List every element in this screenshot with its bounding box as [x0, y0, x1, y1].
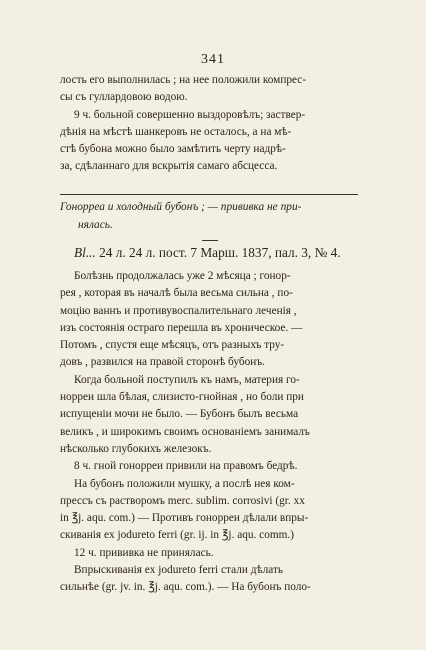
text-line: 12 ч. прививка не принялась. — [74, 546, 214, 559]
text-line: лость его выполнилась ; на нее положили компрес- — [60, 74, 307, 86]
case-heading-line: Гонорреа и холодный бубонъ ; — прививка не при- — [60, 201, 302, 213]
page-number: 341 — [201, 52, 225, 67]
text-line: сы съ гуллардовою водою. — [60, 91, 188, 104]
text-line: великъ , и широкимъ своимъ основаніемъ занималъ — [60, 425, 310, 438]
text-line: за, сдѣланнаго для вскрытія самаго абсцесса. — [60, 160, 278, 173]
patient-record-details: 24 л. 24 л. пост. 7 Марш. 1837, пал. 3, № 4. — [95, 245, 341, 260]
text-line: скиванія ex jodureto ferri (gr. ij. in ℥j. aqu. comm.) — [60, 529, 295, 542]
text-line: прессъ съ растворомъ merc. sublim. corrosivi (gr. xx — [60, 494, 305, 507]
paragraph-block-main — [60, 268, 360, 597]
text-line: сильнѣе (gr. jv. in. ℥j. aqu. com.). — На бубонъ поло- — [60, 581, 311, 594]
text-line: моцію ваннъ и противувоспалительнаго леченія , — [60, 304, 297, 317]
text-line: испущеніи мочи не было. — Бубонъ былъ весьма — [60, 408, 299, 421]
short-divider-line — [202, 240, 218, 241]
text-line: нѣсколько глубокихъ железокъ. — [60, 442, 212, 455]
text-line: Впрыскиванія ex jodureto ferri стали дѣлать — [74, 564, 284, 577]
patient-record-line — [74, 244, 364, 262]
text-line: рея , которая въ началѣ была весьма сильна , по- — [60, 287, 293, 300]
case-heading-line: нялась. — [78, 219, 113, 231]
paragraph-block-top — [60, 72, 360, 176]
case-heading — [60, 198, 365, 234]
text-line: 9 ч. больной совершенно выздоровѣлъ; заствер- — [74, 108, 306, 121]
text-line: стѣ бубона можно было замѣтить черту надрѣ- — [60, 143, 286, 156]
text-line: Когда больной поступилъ къ намъ, материя го- — [74, 373, 300, 386]
text-line: Болѣзнь продолжалась уже 2 мѣсяца ; гонор- — [74, 270, 291, 282]
section-divider-line — [60, 194, 358, 195]
text-line: Потомъ , спустя еще мѣсяцъ, отъ разныхъ тру- — [60, 339, 285, 352]
text-line: изъ состоянія остраго перешла въ хроническое. — — [60, 321, 303, 334]
text-line: норреи шла бѣлая, слизисто-гнойная , но боли при — [60, 391, 304, 404]
patient-initial: Bl... — [74, 245, 96, 260]
text-line: 8 ч. гной гонорреи привили на правомъ бедрѣ. — [74, 460, 298, 473]
text-line: На бубонъ положили мушку, а послѣ нея ком- — [74, 477, 295, 490]
text-line: дѣнія на мѣстѣ шанкеровъ не осталось, а на мѣ- — [60, 125, 292, 138]
text-line: довъ , развился на правой сторонѣ бубонъ. — [60, 356, 265, 369]
text-line: in ℥j. aqu. com.) — Противъ гонорреи дѣлали впры- — [60, 512, 309, 525]
